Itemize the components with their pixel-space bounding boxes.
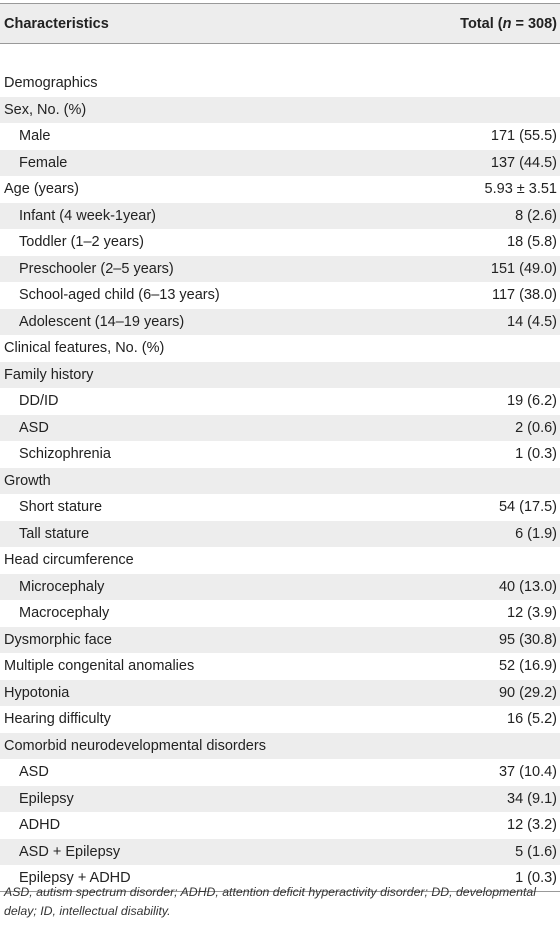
- row-value: 5 (1.6): [515, 843, 557, 860]
- row-label: Male: [19, 128, 51, 145]
- row-label: ASD + Epilepsy: [19, 843, 121, 860]
- table-row: [0, 600, 560, 627]
- row-label: Comorbid neurodevelopmental disorders: [4, 737, 266, 754]
- row-label: Toddler (1–2 years): [19, 234, 144, 251]
- row-label: Multiple congenital anomalies: [4, 658, 195, 675]
- row-value: 8 (2.6): [515, 207, 557, 224]
- row-label: Hearing difficulty: [4, 711, 111, 728]
- row-value: [400, 362, 560, 389]
- table-row: [0, 176, 560, 203]
- table-row: [0, 70, 560, 97]
- table-row: [0, 388, 560, 415]
- row-value: 5.93 ± 3.51: [484, 181, 557, 198]
- row-value: 117 (38.0): [491, 287, 557, 304]
- row-label: Age (years): [4, 181, 79, 198]
- row-value: 40 (13.0): [498, 578, 557, 595]
- row-value: [400, 547, 560, 574]
- row-value: [400, 733, 560, 760]
- table-footnote: ASD, autism spectrum disorder; ADHD, attention deficit hyperactivity disorder; DD, developmental delay; ID, intellectual disability.: [4, 885, 536, 918]
- row-label: Female: [19, 154, 68, 171]
- row-label: Sex, No. (%): [4, 101, 87, 118]
- row-label: Schizophrenia: [19, 446, 111, 463]
- table-row: [0, 468, 560, 495]
- row-label: Epilepsy + ADHD: [0, 865, 400, 892]
- header-total-post: = 308): [511, 15, 557, 32]
- row-value: 12 (3.2): [507, 817, 557, 834]
- table-row: [0, 680, 560, 707]
- row-value: 6 (1.9): [515, 525, 557, 542]
- row-label: Preschooler (2–5 years): [19, 260, 174, 277]
- row-label: ASD: [19, 419, 49, 436]
- row-value: 95 (30.8): [498, 631, 557, 648]
- row-label: DD/ID: [19, 393, 59, 410]
- table-row: [0, 335, 560, 362]
- row-value: 1 (0.3): [400, 865, 560, 892]
- row-value: 19 (6.2): [507, 393, 557, 410]
- row-value: 2 (0.6): [515, 419, 557, 436]
- table-row: [0, 150, 560, 177]
- table-row: [0, 494, 560, 521]
- table-row: [0, 706, 560, 733]
- row-label: School-aged child (6–13 years): [19, 287, 220, 304]
- row-label: Dysmorphic face: [4, 631, 112, 648]
- header-characteristics: Characteristics: [0, 4, 400, 44]
- row-value: 34 (9.1): [507, 790, 557, 807]
- row-label: ASD: [19, 764, 49, 781]
- row-value: 14 (4.5): [507, 313, 557, 330]
- row-label: Adolescent (14–19 years): [19, 313, 185, 330]
- table-row: [0, 362, 560, 389]
- row-value: 90 (29.2): [498, 684, 557, 701]
- row-value: 16 (5.2): [507, 711, 557, 728]
- characteristics-table: [0, 3, 560, 892]
- header-total-n: n: [502, 15, 512, 32]
- row-value: [400, 468, 560, 495]
- table-row: [0, 733, 560, 760]
- row-label: Macrocephaly: [19, 605, 110, 622]
- row-label: Clinical features, No. (%): [4, 340, 165, 357]
- table-row: [0, 309, 560, 336]
- row-value: 12 (3.9): [507, 605, 557, 622]
- row-label: Demographics: [4, 75, 98, 92]
- table-row: [0, 574, 560, 601]
- table-row: [0, 521, 560, 548]
- table-row: [0, 415, 560, 442]
- table-row: [0, 812, 560, 839]
- row-label: Infant (4 week-1year): [19, 207, 157, 224]
- table-body: [0, 44, 560, 892]
- row-value: 151 (49.0): [490, 260, 557, 277]
- table-row: [0, 547, 560, 574]
- row-label: Hypotonia: [4, 684, 70, 701]
- header-total: [400, 4, 560, 44]
- table-row: [0, 653, 560, 680]
- row-label: Microcephaly: [19, 578, 105, 595]
- table-row: [0, 203, 560, 230]
- row-value: 37 (10.4): [498, 764, 557, 781]
- row-value: 54 (17.5): [498, 499, 557, 516]
- row-value: [400, 97, 560, 124]
- row-label: Family history: [4, 366, 94, 383]
- table-header-row: [0, 4, 560, 44]
- row-label: Tall stature: [19, 525, 90, 542]
- row-value: 171 (55.5): [490, 128, 557, 145]
- table-row: [0, 282, 560, 309]
- table-row: [0, 256, 560, 283]
- row-value: 52 (16.9): [498, 658, 557, 675]
- table-row: [0, 229, 560, 256]
- row-value: 18 (5.8): [507, 234, 557, 251]
- table-row: [0, 786, 560, 813]
- table-row: [0, 123, 560, 150]
- row-label: Head circumference: [4, 552, 134, 569]
- row-value: [400, 335, 560, 362]
- table-row: [0, 759, 560, 786]
- header-total-pre: Total (: [460, 15, 503, 32]
- row-value: [400, 70, 560, 97]
- row-label: Growth: [4, 472, 51, 489]
- row-label: Short stature: [19, 499, 103, 516]
- table-row: [0, 839, 560, 866]
- spacer-row: [0, 44, 560, 71]
- table-row: [0, 627, 560, 654]
- table-row: [0, 97, 560, 124]
- row-label: ADHD: [19, 817, 61, 834]
- row-value: 137 (44.5): [490, 154, 557, 171]
- table-row: [0, 441, 560, 468]
- row-label: Epilepsy: [19, 790, 74, 807]
- row-value: 1 (0.3): [515, 446, 557, 463]
